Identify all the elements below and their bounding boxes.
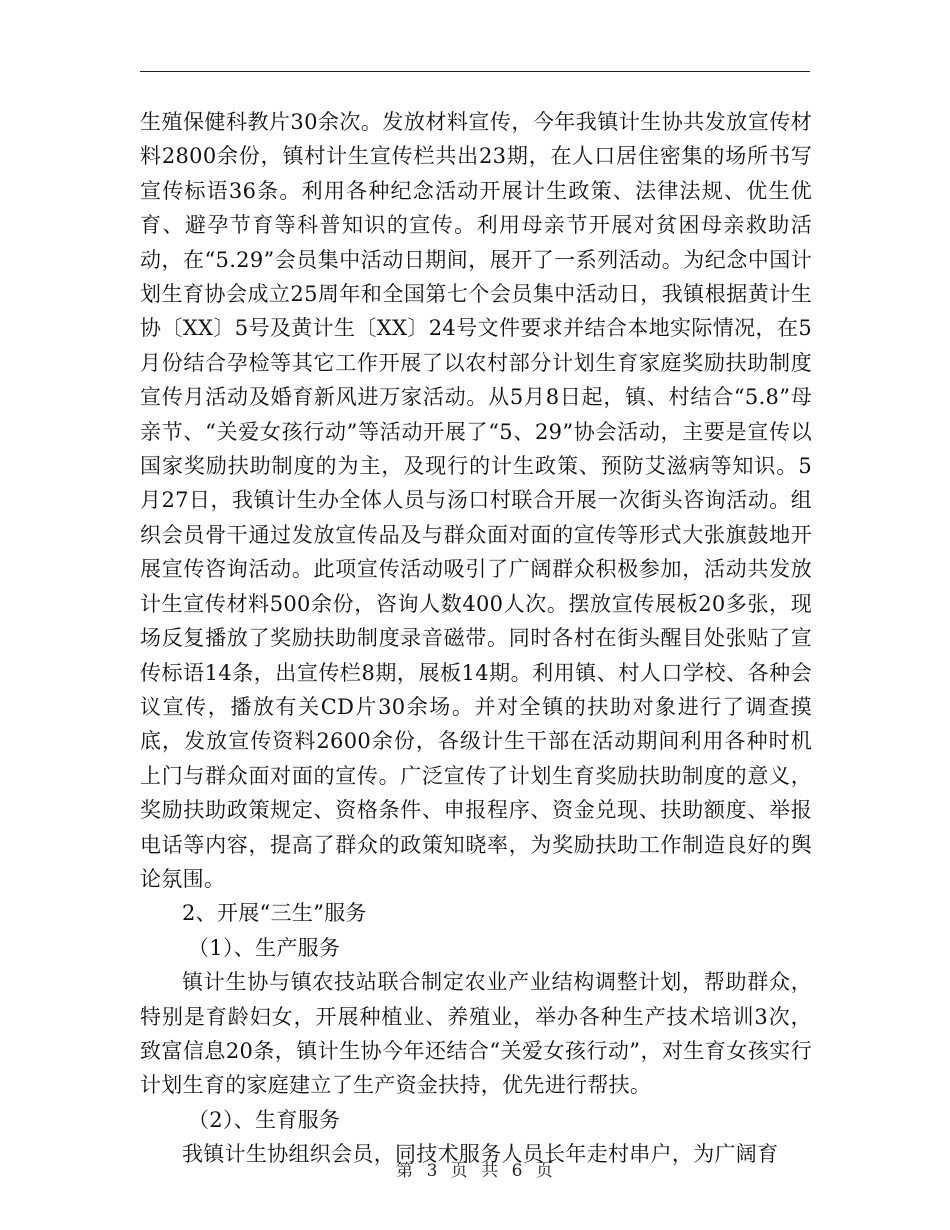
header-rule: [140, 71, 810, 72]
document-body: [140, 105, 812, 1172]
paragraph-publicity: 生殖保健科教片30余次。发放材料宣传，今年我镇计生协共发放宣传材料2800余份，镇村计生宣传栏共出23期，在人口居住密集的场所书写宣传标语36条。利用各种纪念活动开展计生政策、法律法规、优生优育、避孕节育等科普知识的宣传。利用母亲节开展对贫困母亲救助活动，在“5.29”会员集中活动日期间，展开了一系列活动。为纪念中国计划生育协会成立25周年和全国第七个会员集中活动日，我镇根据黄计生协〔XX〕5号及黄计生〔XX〕24号文件要求并结合本地实际情况，在5月份结合孕检等其它工作开展了以农村部分计划生育家庭奖励扶助制度宣传月活动及婚育新风进万家活动。从5月8日起，镇、村结合“5.8”母亲节、“关爱女孩行动”等活动开展了“5、29”协会活动，主要是宣传以国家奖励扶助制度的为主，及现行的计生政策、预防艾滋病等知识。5月27日，我镇计生办全体人员与汤口村联合开展一次街头咨询活动。组织会员骨干通过发放宣传品及与群众面对面的宣传等形式大张旗鼓地开展宣传咨询活动。此项宣传活动吸引了广阔群众积极参加，活动共发放计生宣传材料500余份，咨询人数400人次。摆放宣传展板20多张，现场反复播放了奖励扶助制度录音磁带。同时各村在街头醒目处张贴了宣传标语14条，出宣传栏8期，展板14期。利用镇、村人口学校、各种会议宣传，播放有关CD片30余场。并对全镇的扶助对象进行了调查摸底，发放宣传资料2600余份，各级计生干部在活动期间利用各种时机上门与群众面对面的宣传。广泛宣传了计划生育奖励扶助制度的意义，奖励扶助政策规定、资格条件、申报程序、资金兑现、扶助额度、举报电话等内容，提高了群众的政策知晓率，为奖励扶助工作制造良好的舆论氛围。: [140, 110, 812, 891]
footer-total-pages: 6: [511, 1161, 524, 1181]
footer-page-word: 页: [450, 1161, 469, 1181]
subheading-birth-service: （2）、生育服务: [188, 1107, 341, 1132]
paragraph-production-service: 镇计生协与镇农技站联合制定农业产业结构调整计划，帮助群众，特别是育龄妇女，开展种植业、养殖业，举办各种生产技术培训3次，致富信息20条，镇计生协今年还结合“关爱女孩行动”，对生育女孩实行计划生育的家庭建立了生产资金扶持，优先进行帮扶。: [140, 970, 812, 1098]
footer-total-word: 共: [481, 1161, 500, 1181]
page-footer: [0, 1156, 950, 1181]
subheading-production-service: （1）、生产服务: [188, 935, 341, 960]
footer-prefix: 第: [396, 1161, 415, 1181]
section-heading-three-services: 2、开展“三生”服务: [182, 901, 367, 926]
paragraph-birth-service: 我镇计生协组织会员，同技术服务人员长年走村串户，为广阔育: [182, 1142, 779, 1167]
footer-current-page: 3: [426, 1161, 439, 1181]
footer-suffix: 页: [535, 1161, 554, 1181]
